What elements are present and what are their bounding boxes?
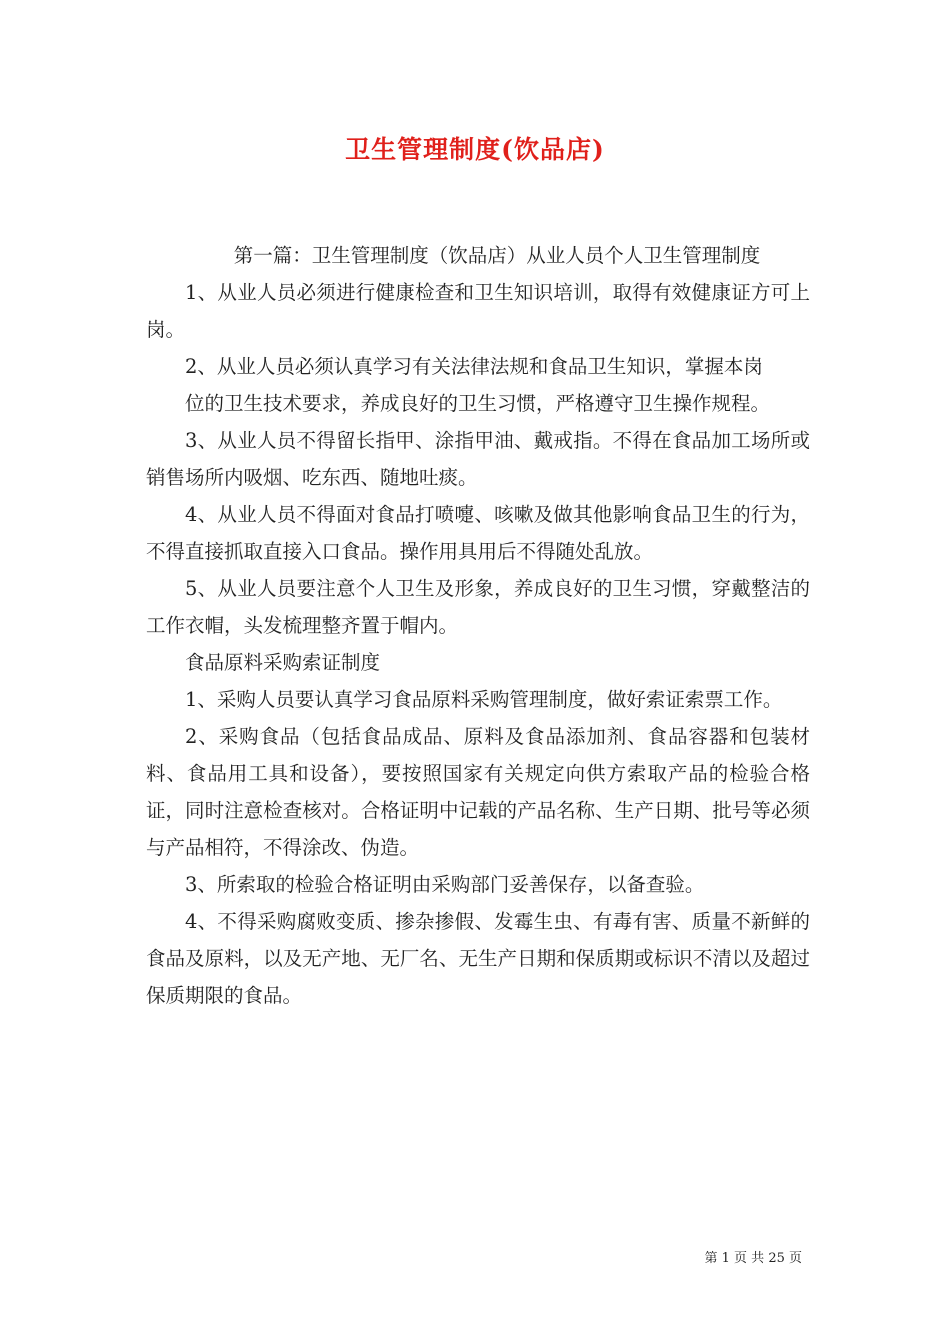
section-heading-procurement: 食品原料采购索证制度 — [185, 651, 381, 674]
document-title: 卫生管理制度(饮品店) — [345, 135, 605, 164]
paragraph-item-3: 3、从业人员不得留长指甲、涂指甲油、戴戒指。不得在食品加工场所或销售场所内吸烟、吃东西、随地吐痰。 — [146, 429, 810, 489]
paragraph-procurement-1: 1、采购人员要认真学习食品原料采购管理制度，做好索证索票工作。 — [185, 688, 783, 711]
document-body — [146, 237, 810, 1014]
paragraph-item-1: 1、从业人员必须进行健康检查和卫生知识培训，取得有效健康证方可上岗。 — [146, 281, 810, 341]
paragraph-procurement-3: 3、所索取的检验合格证明由采购部门妥善保存，以备查验。 — [185, 873, 705, 896]
paragraph-item-2-continued: 位的卫生技术要求，养成良好的卫生习惯，严格遵守卫生操作规程。 — [185, 392, 771, 415]
paragraph-heading-part1: 第一篇：卫生管理制度（饮品店）从业人员个人卫生管理制度 — [233, 244, 761, 267]
paragraph-item-2: 2、从业人员必须认真学习有关法律法规和食品卫生知识，掌握本岗 — [185, 355, 763, 378]
paragraph-procurement-4: 4、不得采购腐败变质、掺杂掺假、发霉生虫、有毒有害、质量不新鲜的食品及原料，以及无产地、无厂名、无生产日期和保质期或标识不清以及超过保质期限的食品。 — [146, 910, 810, 1007]
paragraph-item-4: 4、从业人员不得面对食品打喷嚏、咳嗽及做其他影响食品卫生的行为，不得直接抓取直接入口食品。操作用具用后不得随处乱放。 — [146, 503, 810, 563]
paragraph-procurement-2: 2、采购食品（包括食品成品、原料及食品添加剂、食品容器和包装材料、食品用工具和设备），要按照国家有关规定向供方索取产品的检验合格证，同时注意检查核对。合格证明中记载的产品名称、生产日期、批号等必须与产品相符，不得涂改、伪造。 — [146, 725, 810, 859]
paragraph-item-5: 5、从业人员要注意个人卫生及形象，养成良好的卫生习惯，穿戴整洁的工作衣帽，头发梳理整齐置于帽内。 — [146, 577, 810, 637]
page-number: 第 1 页 共 25 页 — [704, 1251, 802, 1266]
